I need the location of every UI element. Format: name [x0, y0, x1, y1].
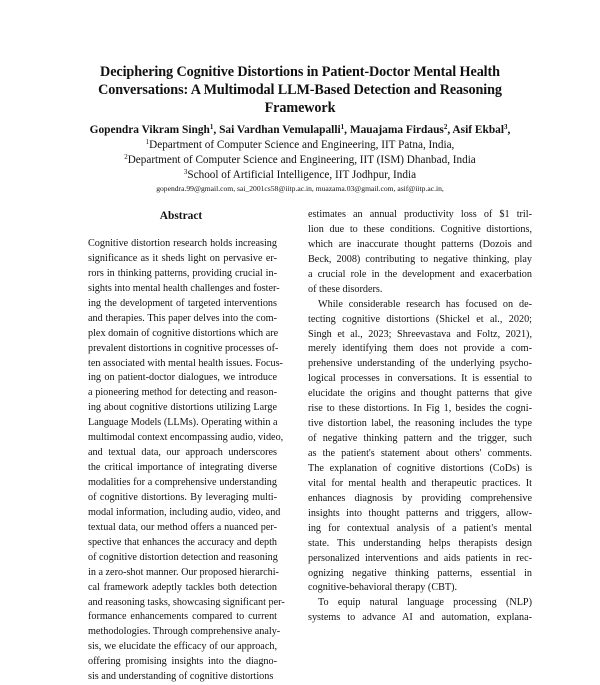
- abstract-line: methodologies. Through comprehensive analy-: [88, 626, 281, 638]
- abstract-body: [88, 237, 285, 685]
- body-text-line: Singh et al., 2023; Shreevastava and Foltz, 2021),: [308, 328, 532, 340]
- affiliation: [40, 153, 560, 167]
- abstract-line: sis, we elucidate the efficacy of our approach,: [88, 641, 277, 653]
- abstract-line: sis and understanding of cognitive distortions: [88, 671, 274, 683]
- author-emails: gopendra.99@gmail.com, sai_2001cs58@iitp.ac.in, muazama.03@gmail.com, asif@iitp.ac.in,: [156, 184, 444, 193]
- abstract-line: ten associated with mental health issues. Focus-: [88, 357, 283, 369]
- body-text-line: which are inaccurate thought patterns (Dozois and: [308, 238, 532, 250]
- affiliation: [40, 138, 560, 152]
- body-text-line: While considerable research has focused on de-: [318, 298, 532, 310]
- body-text-line: tecting cognitive distortions (Shickel et al., 2020;: [308, 313, 532, 325]
- affiliation-text: Department of Computer Science and Engineering, IIT (ISM) Dhanbad, India: [127, 154, 476, 166]
- abstract-line: ing the development of targeted interventions: [88, 297, 277, 309]
- affiliation-text: Department of Computer Science and Engineering, IIT Patna, India,: [149, 139, 455, 151]
- body-text-line: insights into thought patterns and triggers, allow-: [308, 507, 532, 519]
- affiliation-mark: 2: [124, 153, 128, 161]
- abstract-line: a pioneering method for detecting and reason-: [88, 387, 277, 399]
- body-text-line: estimates an annual productivity loss of $1 tril-: [308, 209, 532, 220]
- body-text-line: merely identifying them does not provide a com-: [308, 343, 532, 355]
- author-name: Gopendra Vikram Singh: [89, 124, 210, 136]
- abstract-line: ing about cognitive distortions utilizing Large: [88, 402, 277, 414]
- body-text-line: a crucial role in the development and exacerbation: [308, 268, 532, 280]
- abstract-line: Language Models (LLMs). Operating within a: [88, 417, 278, 429]
- abstract-line: in a zero-shot manner. Our proposed hierarchi-: [88, 566, 279, 578]
- abstract-line: prevalent distortions in cognitive processes of-: [88, 342, 279, 354]
- body-text-line: elucidate the origins and thought patterns that give: [308, 388, 532, 400]
- author-affil-mark: 3: [504, 123, 508, 131]
- abstract-line: and therapies. This paper delves into the com-: [88, 312, 277, 324]
- body-text-line: vital for mental health and therapeutic practices. It: [308, 477, 532, 489]
- abstract-line: spective that enhances the accuracy and depth: [88, 536, 277, 548]
- abstract-line: ing on patient-doctor dialogues, we introduce: [88, 372, 277, 384]
- abstract-line: sights into mental health challenges and foster-: [88, 282, 280, 294]
- body-text-line: Beck, 2008) contributing to negative thinking, play: [308, 253, 532, 265]
- body-text-line: To equip natural language processing (NLP): [318, 597, 532, 609]
- abstract-line: significance as it sheds light on pervasive er-: [88, 252, 277, 264]
- abstract-line: of cognitive distortions. By leveraging multi-: [88, 491, 277, 503]
- abstract-line: multimodal context encompassing audio, video,: [88, 432, 284, 444]
- body-text-line: state. This understanding helps therapists design: [308, 537, 532, 549]
- body-text-line: The explanation of cognitive distortions (CoDs) is: [308, 462, 532, 474]
- affiliation-mark: 1: [145, 138, 150, 146]
- body-text-line: ognizing negative thinking patterns, essential in: [308, 567, 532, 579]
- abstract-line: and reasoning tasks, showcasing significant per-: [88, 596, 285, 608]
- abstract-line: of cognitive distortion detection and reasoning: [88, 551, 278, 563]
- author-affil-mark: 1: [340, 123, 345, 131]
- affiliation-mark: 3: [183, 168, 188, 176]
- body-text-line: tive distortion label, the reasoning includes the type: [308, 418, 532, 430]
- abstract-line: rors in thinking patterns, providing crucial in-: [88, 267, 277, 279]
- body-text-line: personalized interventions and aids patients in rec-: [308, 552, 532, 564]
- body-text-line: ing for contextual analysis of a patient's mental: [308, 522, 532, 534]
- body-text-line: enhances diagnosis by providing comprehensive: [308, 492, 532, 504]
- abstract-heading: Abstract: [159, 210, 203, 222]
- abstract-line: Cognitive distortion research holds increasing: [88, 238, 277, 249]
- affiliation-text: School of Artificial Intelligence, IIT Jodhpur, India: [187, 169, 417, 181]
- body-text-line: of negative thinking pattern and the trigger, such: [308, 433, 532, 445]
- abstract-line: cal framework adeptly tackles both detection: [88, 581, 277, 593]
- abstract-line: textual data, our method offers a nuanced per-: [88, 521, 277, 533]
- abstract-line: plex domain of cognitive distortions which are: [88, 327, 279, 339]
- author-affil-mark: 2: [443, 123, 448, 131]
- body-text-line: rise to these distortions. In Fig 1, besides the cogni-: [308, 403, 532, 415]
- author-affil-mark: 1: [209, 123, 214, 131]
- author-list: Gopendra Vikram Singh$^1$, Sai Vardhan Vemulapalli$^1$, Mauajama Firdaus$^2$, Asif Ekbal$^3$,: [89, 123, 511, 136]
- abstract-line: and textual data, our approach underscores: [88, 447, 277, 459]
- author-name: Asif Ekbal: [452, 124, 505, 136]
- abstract-line: the critical importance of integrating diverse: [88, 462, 277, 474]
- author-name: Mauajama Firdaus: [349, 124, 444, 136]
- author-name: Sai Vardhan Vemulapalli: [219, 124, 341, 136]
- abstract-line: modalities for a comprehensive understanding: [88, 477, 277, 488]
- body-text-line: cognitive-behavioral therapy (CBT).: [308, 582, 458, 594]
- paper-title: [60, 63, 540, 117]
- title-line: Deciphering Cognitive Distortions in Patient-Doctor Mental Health: [100, 64, 500, 80]
- body-text-line: systems to advance AI and automation, explana-: [308, 612, 532, 624]
- body-text-line: of these disorders.: [308, 283, 383, 295]
- body-text-line: as the patient's statement about others' comments.: [308, 448, 532, 459]
- abstract-line: offering promising insights into the diagno-: [88, 656, 277, 668]
- body-text-line: prehensive understanding of the underlying psycho-: [308, 358, 532, 370]
- title-line: Framework: [264, 100, 336, 116]
- abstract-line: modal information, including audio, video, and: [88, 506, 281, 518]
- abstract-line: formance enhancements compared to current: [88, 611, 277, 623]
- affiliation: [40, 168, 560, 182]
- title-line: Conversations: A Multimodal LLM-Based Detection and Reasoning: [98, 82, 502, 98]
- introduction-body: [308, 208, 532, 626]
- body-text-line: logical processes in conversations. It is essential to: [308, 373, 532, 385]
- body-text-line: lion due to these conditions. Cognitive distortions,: [308, 223, 532, 235]
